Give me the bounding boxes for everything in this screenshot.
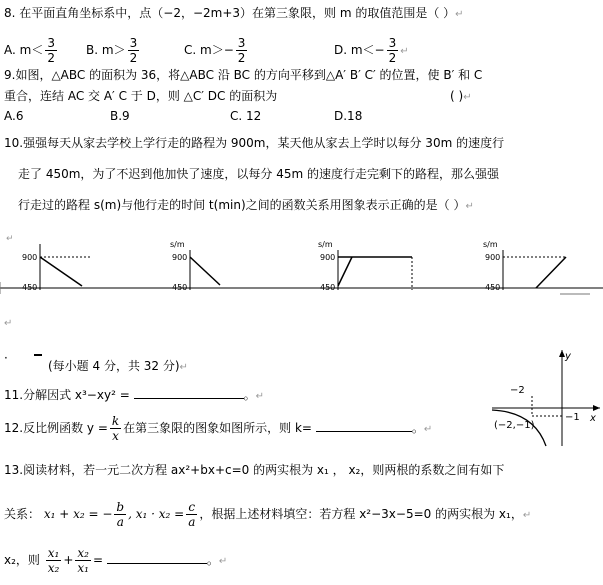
section-heading: (每小题 4 分，共 32 分)↵ — [48, 359, 188, 373]
q8-stem: 8. 在平面直角坐标系中，点（−2，−2m+3）在第三象限，则 m 的取值范围是（ ）↵ — [4, 6, 464, 20]
q9-option-d: D.18 — [334, 109, 363, 123]
svg-text:−2: −2 — [510, 385, 525, 396]
svg-text:x: x — [590, 413, 596, 424]
q9-paren: ( )↵ — [450, 89, 472, 103]
q13-question: x₂，则 $\frac{\text{x₁}}{\text{x₂}}$ + $\frac{\text{x₂}}{\text{x₁}}$ = 。↵ — [4, 546, 228, 575]
q13-line1: 13.阅读材料，若一元二次方程 ax²+bx+c=0 的两实根为 x₁ ， x₂，则两根的系数之间有如下 — [4, 463, 505, 477]
svg-text:s/m: s/m — [483, 240, 498, 249]
q12-figure — [490, 348, 603, 448]
section-dot: · — [4, 351, 8, 365]
q9-option-a: A.6 — [4, 109, 24, 123]
graph-a — [6, 234, 90, 292]
q9-line2: 重合，连结 AC 交 A′ C 于 D，则 △C′ DC 的面积为 — [4, 89, 278, 103]
q9-line1: 9.如图，△ABC 的面积为 36，将△ABC 沿 BC 的方向平移到△A′ B′ C′ 的位置，使 B′ 和 C — [4, 68, 483, 82]
q8-options — [4, 28, 594, 65]
graph-b — [170, 240, 220, 292]
q12-answer-blank[interactable] — [316, 419, 412, 432]
q9-option-c: C. 12 — [230, 109, 262, 123]
q10-line1: 10.强强每天从家去学校上学行走的路程为 900m，某天他从家去上学时以每分 30m 的速度行 — [4, 136, 505, 150]
blank-line-mark: ↵ — [4, 318, 13, 329]
q8-option-d: D. m＜− $\frac{3}{2}$ ↵ — [334, 36, 409, 65]
q12: 12.反比例函数 y = $\frac{k}{x}$ 在第三象限的图象如图所示，则 k= 。↵ — [4, 414, 433, 443]
svg-text:900: 900 — [485, 253, 501, 262]
graph-d — [483, 240, 566, 292]
svg-text:y: y — [565, 351, 571, 362]
para-mark: ↵ — [6, 234, 14, 244]
q10-line3: 行走过的路程 s(m)与他行走的时间 t(min)之间的函数关系用图象表示正确的是（ ）↵ — [18, 198, 474, 212]
q11-answer-blank[interactable] — [134, 386, 244, 399]
svg-text:450: 450 — [172, 283, 188, 292]
svg-text:450: 450 — [485, 283, 501, 292]
svg-text:900: 900 — [22, 253, 38, 262]
q13-relations: 关系： x₁ + x₂ = − $\frac{b}{a}$ , x₁ · x₂ = $\frac{c}{a}$ ，根据上述材料填空：若方程 x²−3x−5=0 的两实根为 x₁，↵ — [4, 500, 532, 529]
svg-text:−1: −1 — [565, 412, 580, 423]
q10-graphs — [0, 230, 603, 300]
svg-text:s/m: s/m — [318, 240, 333, 249]
svg-text:(−2,−1): (−2,−1) — [494, 420, 535, 431]
q8-option-a: A. m＜ $\frac{3}{2}$ — [4, 36, 55, 65]
svg-text:s/m: s/m — [170, 240, 185, 249]
q13-answer-blank[interactable] — [107, 551, 207, 564]
svg-text:450: 450 — [22, 283, 38, 292]
q11: 11.分解因式 x³−xy² = 。↵ — [4, 388, 264, 402]
svg-text:900: 900 — [172, 253, 188, 262]
svg-text:900: 900 — [320, 253, 336, 262]
q8-option-c: C. m＞− $\frac{3}{2}$ — [184, 36, 246, 65]
q9-option-b: B.9 — [110, 109, 130, 123]
section-dash — [34, 354, 42, 356]
graph-c — [318, 240, 412, 292]
q8-option-b: B. m＞ $\frac{3}{2}$ — [86, 36, 138, 65]
svg-text:450: 450 — [320, 283, 336, 292]
q10-line2: 走了 450m，为了不迟到他加快了速度，以每分 45m 的速度行走完剩下的路程，那么强强 — [18, 167, 499, 181]
